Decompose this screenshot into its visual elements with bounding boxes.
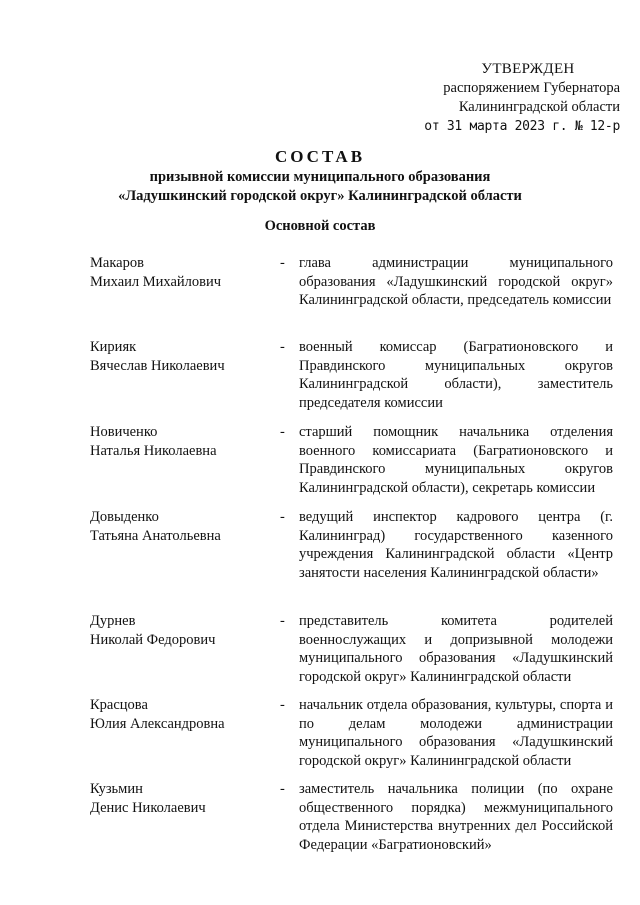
member-name xyxy=(90,254,275,291)
document-subtitle-line1: призывной комиссии муниципального образования xyxy=(149,169,491,185)
member-name xyxy=(90,338,275,375)
section-heading: Основной состав xyxy=(264,218,376,234)
member-given-name: Наталья Николаевна xyxy=(90,442,217,459)
member-name xyxy=(90,696,275,733)
member-separator: - xyxy=(280,339,285,355)
member-role: представитель комитета родителей военнослужащих и допризывной молодежи муниципального образования «Ладушкинский городской округ» Калининградской области xyxy=(299,613,613,685)
member-surname: Новиченко xyxy=(90,424,158,440)
member-name xyxy=(90,508,275,545)
member-surname: Дурнев xyxy=(90,613,136,629)
member-separator: - xyxy=(280,697,285,713)
member-role: заместитель начальника полиции (по охране общественного порядка) межмуниципального отдела Министерства внутренних дел Российской Федерации «Багратионовский» xyxy=(299,781,613,853)
member-given-name: Михаил Михайлович xyxy=(90,273,222,290)
member-role: военный комиссар (Багратионовского и Правдинского муниципальных округов Калининградской области), заместитель председателя комиссии xyxy=(299,339,613,411)
member-surname: Кузьмин xyxy=(90,781,143,797)
member-given-name: Юлия Александровна xyxy=(90,715,225,732)
approval-region: Калининградской области xyxy=(458,99,620,115)
member-separator: - xyxy=(280,255,285,271)
member-role: старший помощник начальника отделения военного комиссариата (Багратионовского и Правдинского муниципальных округов Калининградской области), секретарь комиссии xyxy=(299,424,613,496)
member-surname: Довыденко xyxy=(90,509,159,525)
approved-label: УТВЕРЖДЕН xyxy=(481,61,575,77)
member-given-name: Вячеслав Николаевич xyxy=(90,357,225,374)
member-given-name: Татьяна Анатольевна xyxy=(90,527,221,544)
member-surname: Красцова xyxy=(90,697,148,713)
member-separator: - xyxy=(280,509,285,525)
member-role: начальник отдела образования, культуры, спорта и по делам молодежи администрации муниципального образования «Ладушкинский городской округ» Калининградской области xyxy=(299,697,613,769)
approval-authority: распоряжением Губернатора xyxy=(443,80,620,96)
approval-date: от 31 марта 2023 г. № 12-р xyxy=(424,119,620,134)
member-separator: - xyxy=(280,781,285,797)
member-name xyxy=(90,612,275,649)
member-separator: - xyxy=(280,613,285,629)
member-name xyxy=(90,780,275,817)
document-subtitle-line2: «Ладушкинский городской округ» Калининградской области xyxy=(118,188,522,204)
member-surname: Кирияк xyxy=(90,339,137,355)
member-surname: Макаров xyxy=(90,255,144,271)
member-given-name: Николай Федорович xyxy=(90,631,216,648)
document-header xyxy=(0,146,640,206)
member-role: ведущий инспектор кадрового центра (г. Калининград) государственного казенного учреждения Калининградской области «Центр занятости населения Калининградской области» xyxy=(299,509,613,581)
approval-stamp xyxy=(400,60,620,136)
document-title: СОСТАВ xyxy=(274,147,366,166)
member-role: глава администрации муниципального образования «Ладушкинский городской округ» Калининградской области, председатель комиссии xyxy=(299,255,613,308)
member-name xyxy=(90,423,275,460)
member-given-name: Денис Николаевич xyxy=(90,799,206,816)
member-separator: - xyxy=(280,424,285,440)
